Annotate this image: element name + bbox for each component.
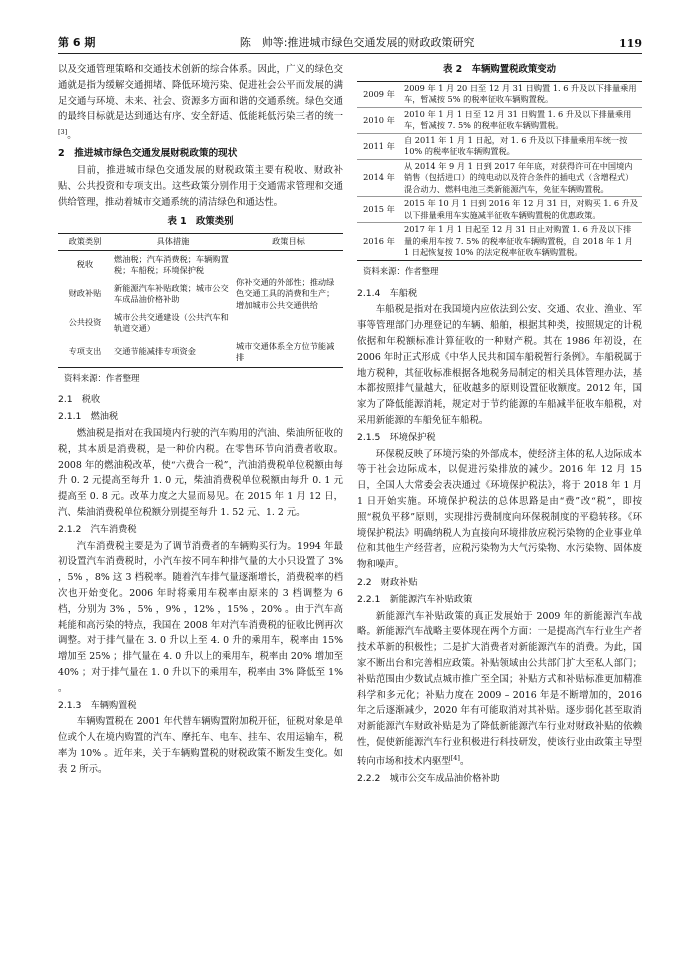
table-row	[357, 107, 642, 133]
paragraph-fuel-tax: 燃油税是指对在我国境内行驶的汽车购用的汽油、柴油所征收的税，其本质是消费税，是一种价内税。在零售环节向消费者收取。2008 年的燃油税改革，使“六费合一税”，汽油消费税单位税额由每升 0. 2 元提高至每升 1. 0 元，柴油消费税单位税额由每升 0. 1 元提高至 0. 8 元。改革力度之大显而易见。在 2015 年 1 月 12 日，汽、柴油消费税单位税额分别提至每升 1. 52 元、1. 2 元。	[58, 427, 343, 518]
section-heading-2-2: 2.2 财政补贴	[357, 576, 418, 588]
table-cell-category: 税收	[76, 259, 94, 270]
citation-ref: [4]	[450, 753, 460, 762]
table-cell-policy: 2009 年 1 月 20 日至 12 月 31 日购置 1. 6 升及以下排量乘用车，暂减按 5% 的税率征收车辆购置税。	[401, 81, 642, 107]
table-cell-measure: 交通节能减排专项资金	[114, 346, 196, 357]
section-heading-2: 2 推进城市绿色交通发展财税政策的现状	[58, 148, 238, 160]
running-header	[58, 30, 642, 54]
table-cell-year: 2010 年	[357, 107, 401, 133]
table-row	[357, 223, 642, 261]
right-column	[357, 62, 642, 787]
page-number: 119	[619, 37, 642, 50]
paragraph-environmental-tax: 环保税反映了环境污染的外部成本，使经济主体的私人边际成本等于社会边际成本，以促进污染排放的减少。2016 年 12 月 15 日，全国人大常委会表决通过《环境保护税法》，将于 2018 年 1 月 1 日开始实施。环境保护税法的总体思路是由“费”改“税”，即按照“税负平移”原则，实现排污费制度向环保税制度的平稳转移。《环境保护税法》明确纳税人为直接向环境排放应税污染物的企业事业单位和其他生产经营者，应税污染物为大气污染物、水污染物、固体废物和噪声。	[357, 448, 642, 571]
table-cell-year: 2015 年	[357, 197, 401, 223]
policy-category-table	[58, 233, 343, 368]
section-heading-2-1: 2.1 税收	[58, 394, 101, 406]
issue-number: 第 6 期	[58, 36, 96, 49]
table-cell-year: 2011 年	[357, 133, 401, 159]
table-1-source: 资料来源：作者整理	[64, 372, 140, 383]
table-1-caption: 表 1 政策类别	[167, 216, 234, 228]
table-cell-category: 公共投资	[68, 317, 102, 328]
table-cell-measure: 新能源汽车补贴政策；城市公交车成品油价格补助	[114, 282, 229, 305]
table-cell-policy: 2010 年 1 月 1 日至 12 月 31 日购置 1. 6 升及以下排量乘用车，暂减按 7. 5% 的税率征收车辆购置税。	[401, 107, 642, 133]
table-header-cell: 具体措施	[112, 234, 234, 251]
table-2-caption: 表 2 车辆购置税政策变动	[443, 64, 556, 75]
table-row	[58, 250, 343, 280]
table-cell-policy: 2015 年 10 月 1 日到 2016 年 12 月 31 日，对购买 1. 6 升及以下排量乘用车实施减半征收车辆购置税的优惠政策。	[401, 197, 642, 223]
table-header-row	[58, 234, 343, 251]
section-heading-2-2-1: 2.2.1 新能源汽车补贴政策	[357, 593, 473, 605]
article-running-title: 陈 帅等:推进城市绿色交通发展的财政政策研究	[239, 36, 475, 49]
paragraph-nev-subsidy: 新能源汽车补贴政策的真正发展始于 2009 年的新能源汽车战略。新能源汽车战略主要体现在两个方面：一是提高汽车行业生产者技术革新的积极性；二是扩大消费者对新能源汽车的消费。为此，国家不断出台和完善相应政策。补贴领域由公共部门扩大至私人部门；补贴范围由少数试点城市推广至全国；补贴方式和补贴标准更加精准科学和多元化；补贴力度在 2009 – 2016 年是不断增加的，2016 年之后逐渐减少，2020 年有可能取消对其补贴。逐步弱化甚至取消对新能源汽车财政补贴是为了降低新能源汽车行业对财政补贴的依赖性，促使新能源汽车行业积极进行科技研发，使该行业由政策主导型转向市场和技术内驱型[4]。	[357, 610, 642, 767]
section-heading-2-2-2: 2.2.2 城市公交车成品油价格补助	[357, 772, 500, 784]
table-2-source: 资料来源：作者整理	[363, 265, 439, 276]
section-heading-2-1-5: 2.1.5 环境保护税	[357, 431, 436, 443]
section-heading-2-1-4: 2.1.4 车船税	[357, 287, 418, 299]
section-heading-2-1-2: 2.1.2 汽车消费税	[58, 523, 137, 535]
table-header-cell: 政策类别	[58, 234, 112, 251]
section-heading-2-1-1: 2.1.1 燃油税	[58, 411, 119, 423]
table-cell-year: 2009 年	[357, 81, 401, 107]
table-header-cell: 政策目标	[234, 234, 343, 251]
table-cell-year: 2014 年	[357, 159, 401, 197]
table-cell-category: 专项支出	[68, 346, 102, 357]
citation-ref: [3]	[58, 128, 68, 137]
purchase-tax-policy-table	[357, 81, 642, 261]
paragraph-vehicle-vessel-tax: 车船税是指对在我国境内应依法到公安、交通、农业、渔业、军事等管理部门办理登记的车辆、船舶，根据其种类，按照规定的计税依据和年税额标准计算征收的一种财产税。其在 1986 年初设，在 2006 年时正式形成《中华人民共和国车船税暂行条例》。车船税属于地方税种，其征收标准根据各地税务局制定的相关具体管理办法，基本都按照排气量越大，征收越多的原则设置征收额度。2012 年，国家为了降低能源消耗，规定对于节约能源的车船减半征收车船税，对采用新能源的车船免征车船税。	[357, 304, 642, 426]
paragraph-section-2: 目前，推进城市绿色交通发展的财税政策主要有税收、财政补贴、公共投资和专项支出。这些政策分别作用于交通需求管理和交通供给管理，推动着城市交通系统的清洁绿色和通达性。	[58, 164, 343, 208]
left-column	[58, 62, 343, 778]
table-cell-category: 财政补贴	[68, 288, 102, 299]
table-cell-policy: 自 2011 年 1 月 1 日起，对 1. 6 升及以下排量乘用车统一按 10% 的税率征收车辆购置税。	[401, 133, 642, 159]
table-cell-measure: 城市公共交通建设（公共汽车和轨道交通）	[114, 311, 229, 334]
table-cell-goal: 你补交通的外部性；推动绿色交通工具的消费和生产；增加城市公共交通供给	[236, 276, 335, 310]
paragraph-purchase-tax: 车辆购置税在 2001 年代替车辆购置附加税开征，征税对象是单位或个人在境内购置的汽车、摩托车、电车、挂车、农用运输车，税率为 10% 。近年来，关于车辆购置税的财税政策不断发生变化。如表 2 所示。	[58, 716, 343, 775]
table-row	[357, 81, 642, 107]
table-row	[357, 133, 642, 159]
table-cell-year: 2016 年	[363, 235, 395, 246]
paragraph-intro: 以及交通管理策略和交通技术创新的综合体系。因此，广义的绿色交通就是指为缓解交通拥堵、降低环境污染、促进社会公平而发展的满足交通与环境、未来、社会、资源多方面和谐的交通系统。绿色交通的最终目标就是达到通达有序、安全舒适、低能耗低污染三者的统一[3]。	[58, 64, 343, 142]
table-cell-policy: 从 2014 年 9 月 1 日到 2017 年年底，对获得许可在中国境内销售（包括进口）的纯电动以及符合条件的插电式（含增程式）混合动力、燃料电池三类新能源汽车，免征车辆购置税。	[401, 159, 642, 197]
table-cell-measure: 燃油税；汽车消费税；车辆购置税；车船税；环境保护税	[114, 253, 229, 276]
paragraph-consumption-tax: 汽车消费税主要是为了调节消费者的车辆购买行为。1994 年最初设置汽车消费税时，小汽车按不同车种排气量的大小只设置了 3% ，5% ，8% 这 3 档税率。随着汽车排气量逐渐增长，消费税率的档次也开始变化。2006 年时将乘用车税率由原来的 3 档调整为 6 档，分别为 3% ，5% ，9% ，12% ，15% ，20% 。由于汽车高耗能和高污染的特点，我国在 2008 年对汽车消费税的征收比例再次调整。对于排气量在 3. 0 升以上至 4. 0 升的乘用车，税率由 15% 增加至 25% ；排气量在 4. 0 升以上的乘用车，税率由 20% 增加至 40% ；对于排气量在 1. 0 升以下的乘用车，税率由 3% 降低至 1% 。	[58, 540, 343, 694]
table-row	[357, 159, 642, 197]
table-row	[58, 338, 343, 368]
table-row	[357, 197, 642, 223]
table-cell-goal: 城市交通体系全方位节能减排	[236, 340, 335, 363]
table-cell-policy: 2017 年 1 月 1 日起至 12 月 31 日止对购置 1. 6 升及以下排量的乘用车按 7. 5% 的税率征收车辆购置税，自 2018 年 1 月 1 日起恢复按 10% 的法定税率征收车辆购置税。	[404, 224, 633, 258]
section-heading-2-1-3: 2.1.3 车辆购置税	[58, 699, 137, 711]
